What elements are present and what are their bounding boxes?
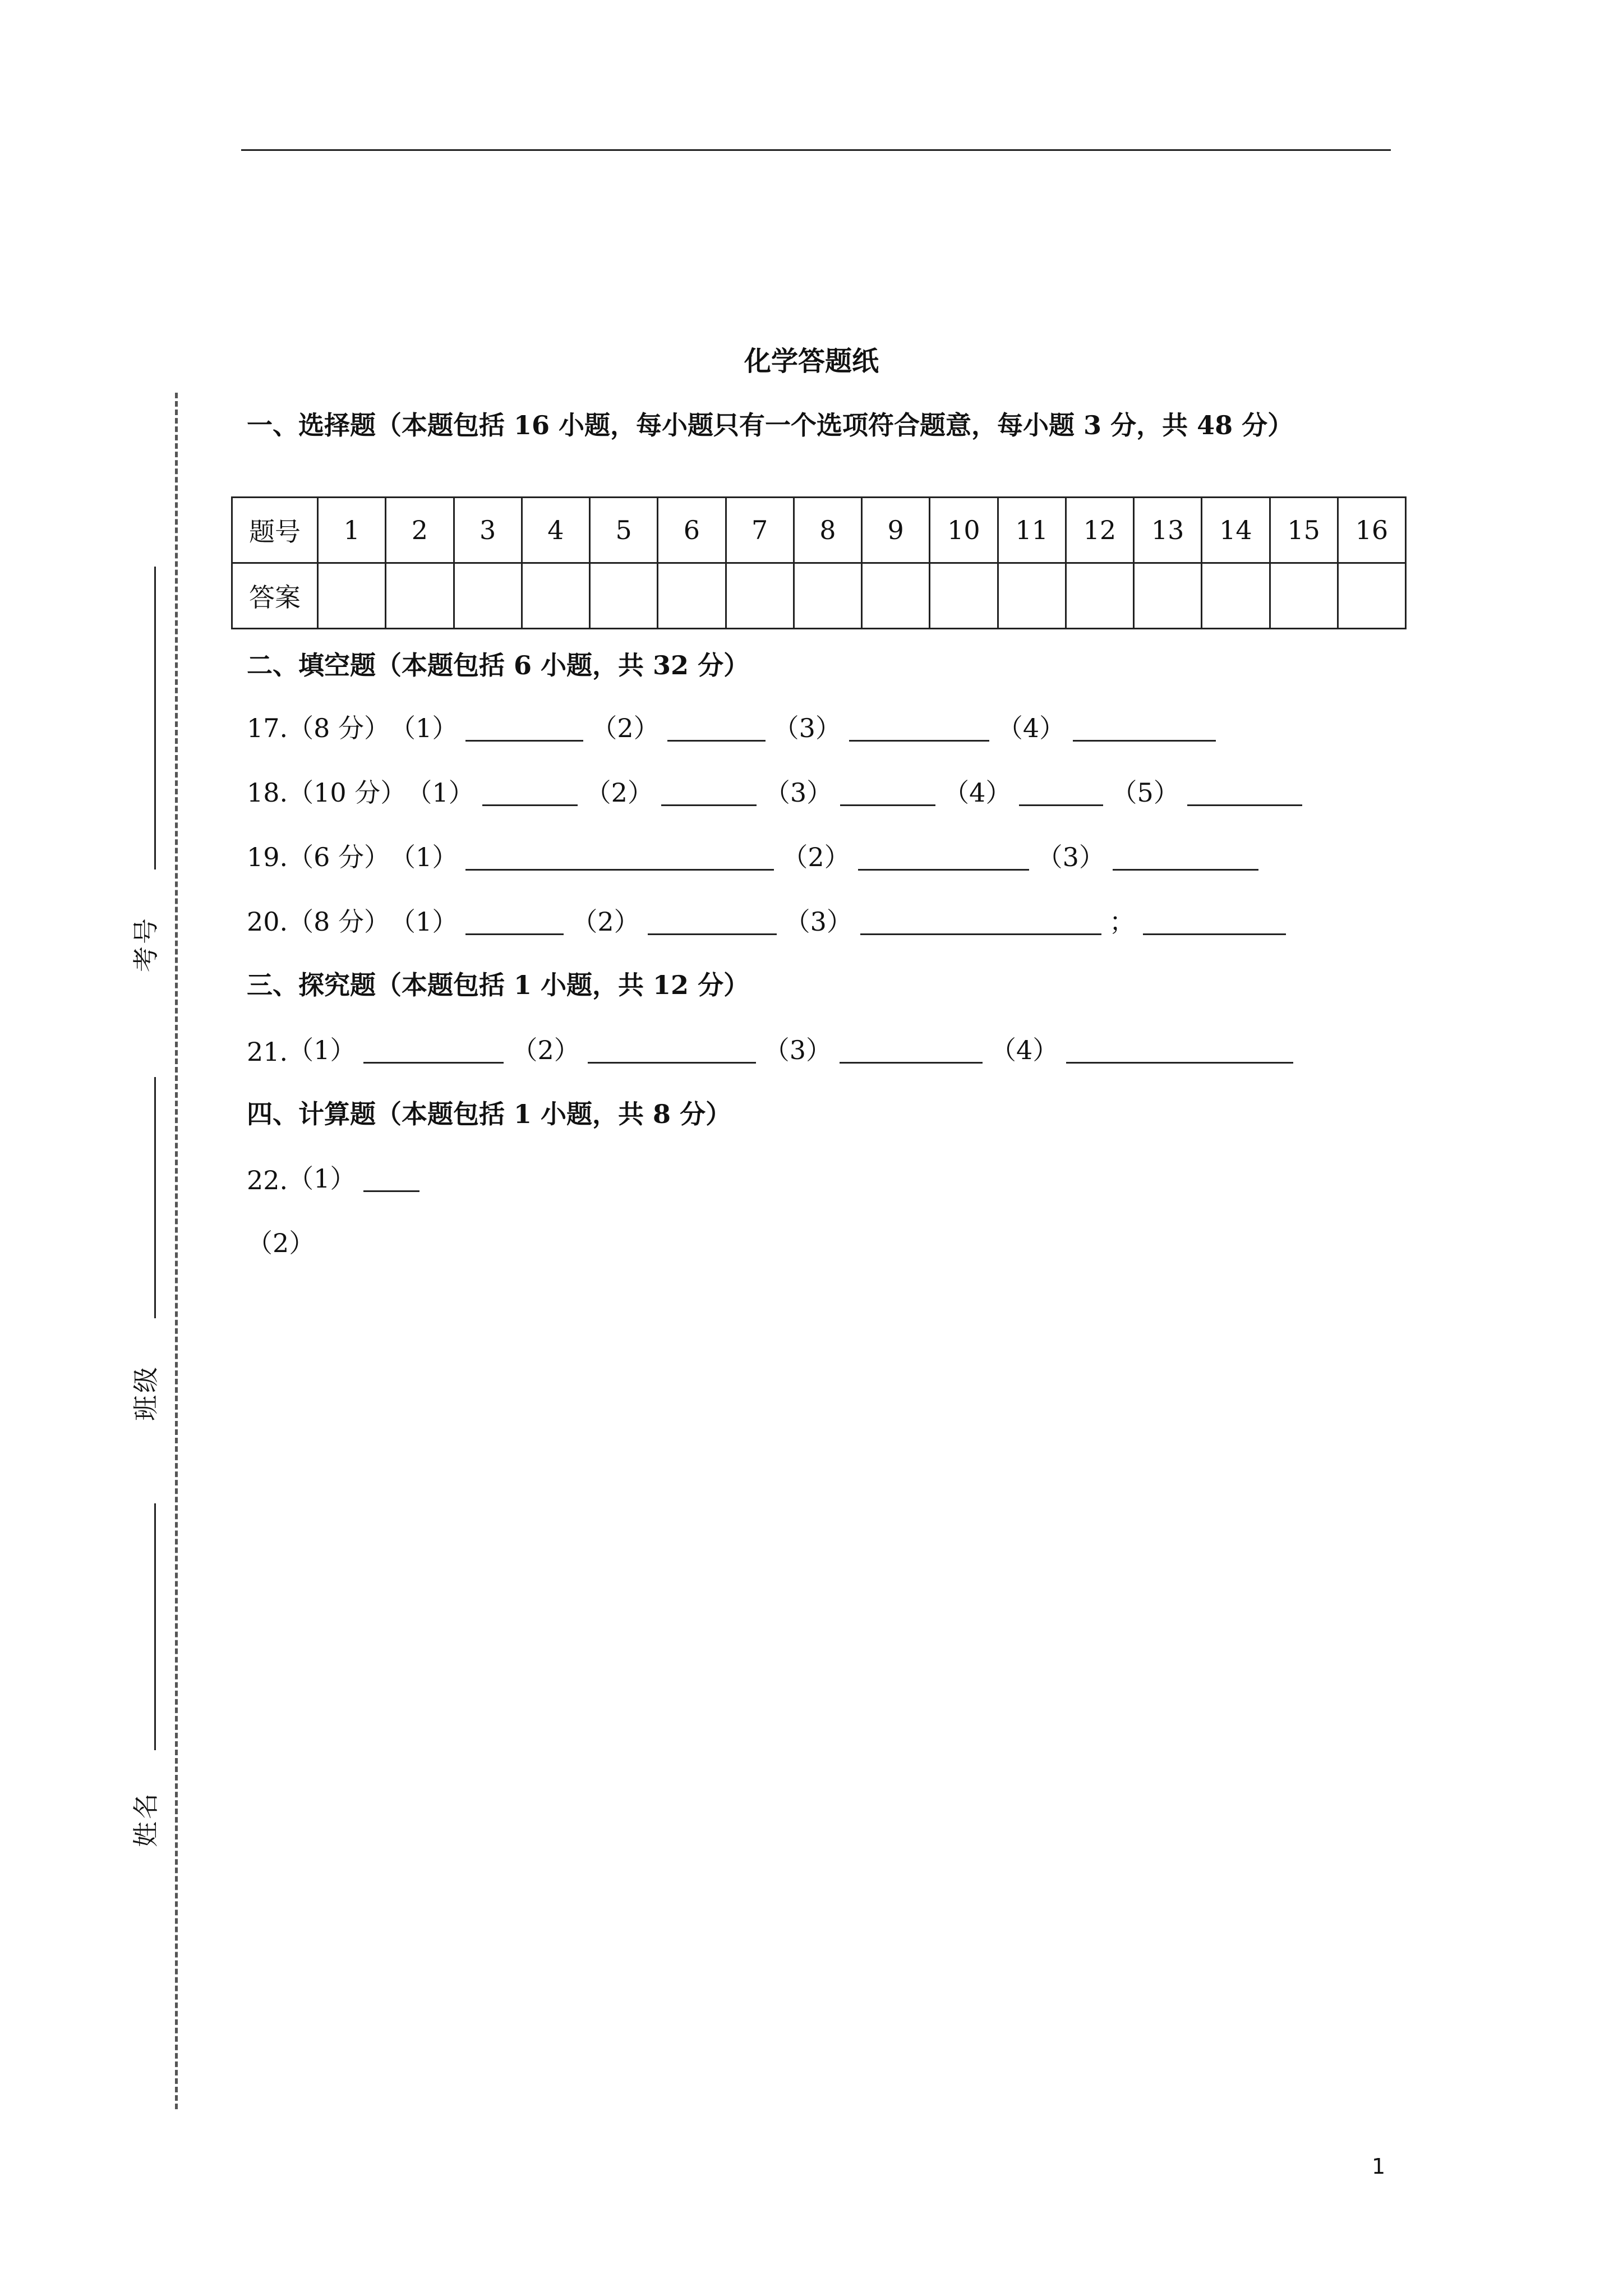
q17-blank-3[interactable] [849,717,989,742]
q19-blank-1[interactable] [465,846,774,871]
q17-blank-2[interactable] [667,717,766,742]
q21-prefix: 21. [247,1037,288,1067]
q20-part-1: （1） [390,907,458,937]
class-line [154,1077,156,1318]
answer-table [231,496,1407,629]
q17-blank-4[interactable] [1073,717,1216,742]
number-cell: 10 [930,498,998,563]
answer-cell[interactable] [1202,563,1270,629]
answer-cell[interactable] [318,563,386,629]
answer-cell[interactable] [454,563,522,629]
number-cell: 16 [1338,498,1405,563]
q21-blank-2[interactable] [588,1039,756,1064]
q19-blank-2[interactable] [858,846,1029,871]
q17-part-2: （2） [591,713,660,743]
q19-blank-3[interactable] [1113,846,1258,871]
answer-cell[interactable] [1270,563,1338,629]
number-cell: 9 [862,498,930,563]
answer-cell[interactable] [1066,563,1133,629]
q18-part-2: （2） [585,777,653,808]
number-cell: 1 [318,498,386,563]
q17-part-1: （1） [390,713,458,743]
q20-blank-1[interactable] [465,911,564,935]
q21-part-3: （3） [763,1035,832,1065]
q19-part-2: （2） [782,842,850,872]
q18-prefix: 18.（10 分） [247,777,407,808]
number-cell: 5 [590,498,658,563]
q20-separator: ； [1109,907,1135,937]
q19-part-3: （3） [1036,842,1105,872]
number-cell: 13 [1134,498,1202,563]
q21-blank-4[interactable] [1066,1039,1293,1064]
q20-part-2: （2） [571,907,640,937]
answer-cell[interactable] [998,563,1066,629]
number-cell: 14 [1202,498,1270,563]
q20-prefix: 20.（8 分） [247,907,390,937]
question-18 [247,772,1310,809]
number-cell: 15 [1270,498,1338,563]
q22-blank-1[interactable] [363,1168,419,1192]
q20-part-3: （3） [784,907,852,937]
exam-no-line [154,567,156,869]
section-fill: 二、填空题（本题包括 6 小题，共 32 分） [247,650,750,680]
answer-cell[interactable] [1338,563,1405,629]
q21-blank-1[interactable] [363,1039,504,1064]
q18-blank-4[interactable] [1019,782,1103,806]
q18-blank-3[interactable] [840,782,935,806]
q21-blank-3[interactable] [840,1039,983,1064]
q21-part-1: （1） [288,1035,356,1065]
answer-cell[interactable] [794,563,861,629]
page-title: 化学答题纸 [744,346,879,377]
q17-part-4: （4） [997,713,1066,743]
table-row-answers [232,563,1406,629]
q21-part-2: （2） [511,1035,580,1065]
number-cell: 8 [794,498,861,563]
number-cell: 7 [726,498,794,563]
answer-cell[interactable] [930,563,998,629]
name-line [154,1503,156,1750]
number-cell: 11 [998,498,1066,563]
q18-part-3: （3） [764,777,833,808]
q18-blank-1[interactable] [482,782,578,806]
answer-cell[interactable] [522,563,589,629]
answer-cell[interactable] [1134,563,1202,629]
question-17 [247,708,1224,745]
question-22-part-2 [247,1223,315,1260]
q18-part-5: （5） [1111,777,1179,808]
q19-part-1: （1） [390,842,458,872]
q20-blank-2[interactable] [648,911,777,935]
question-21 [247,1030,1301,1067]
header-rule [241,149,1391,151]
number-cell: 2 [386,498,454,563]
q18-part-4: （4） [943,777,1012,808]
answer-cell[interactable] [862,563,930,629]
q22-part-1: （1） [288,1163,356,1194]
table-row-numbers [232,498,1406,563]
q20-blank-3[interactable] [860,911,1101,935]
q17-part-3: （3） [773,713,841,743]
q18-blank-5[interactable] [1187,782,1302,806]
number-cell: 6 [658,498,726,563]
answer-cell[interactable] [726,563,794,629]
q20-blank-4[interactable] [1143,911,1286,935]
binding-dashed-line [175,393,178,2109]
section-calc: 四、计算题（本题包括 1 小题，共 8 分） [247,1099,732,1129]
q18-blank-2[interactable] [661,782,757,806]
name-label: 姓名 [131,1791,161,1847]
q22-part-2: （2） [247,1228,315,1258]
number-cell: 12 [1066,498,1133,563]
question-19 [247,837,1266,874]
exam-no-label: 考号 [131,916,161,972]
q19-prefix: 19.（6 分） [247,842,390,872]
section-explore: 三、探究题（本题包括 1 小题，共 12 分） [247,970,750,1000]
answer-cell[interactable] [386,563,454,629]
number-cell: 3 [454,498,522,563]
q17-prefix: 17.（8 分） [247,713,390,743]
number-cell: 4 [522,498,589,563]
row-label-number: 题号 [232,498,318,563]
question-22 [247,1158,427,1195]
q21-part-4: （4） [990,1035,1059,1065]
answer-cell[interactable] [658,563,726,629]
page-number: 1 [1372,2154,1386,2179]
answer-cell[interactable] [590,563,658,629]
section-choice: 一、选择题（本题包括 16 小题，每小题只有一个选项符合题意，每小题 3 分，共 48 分） [247,410,1294,440]
q18-part-1: （1） [406,777,474,808]
question-20 [247,901,1294,938]
row-label-answer: 答案 [232,563,318,629]
class-label: 班级 [131,1365,161,1421]
q22-prefix: 22. [247,1165,288,1195]
q17-blank-1[interactable] [465,717,583,742]
